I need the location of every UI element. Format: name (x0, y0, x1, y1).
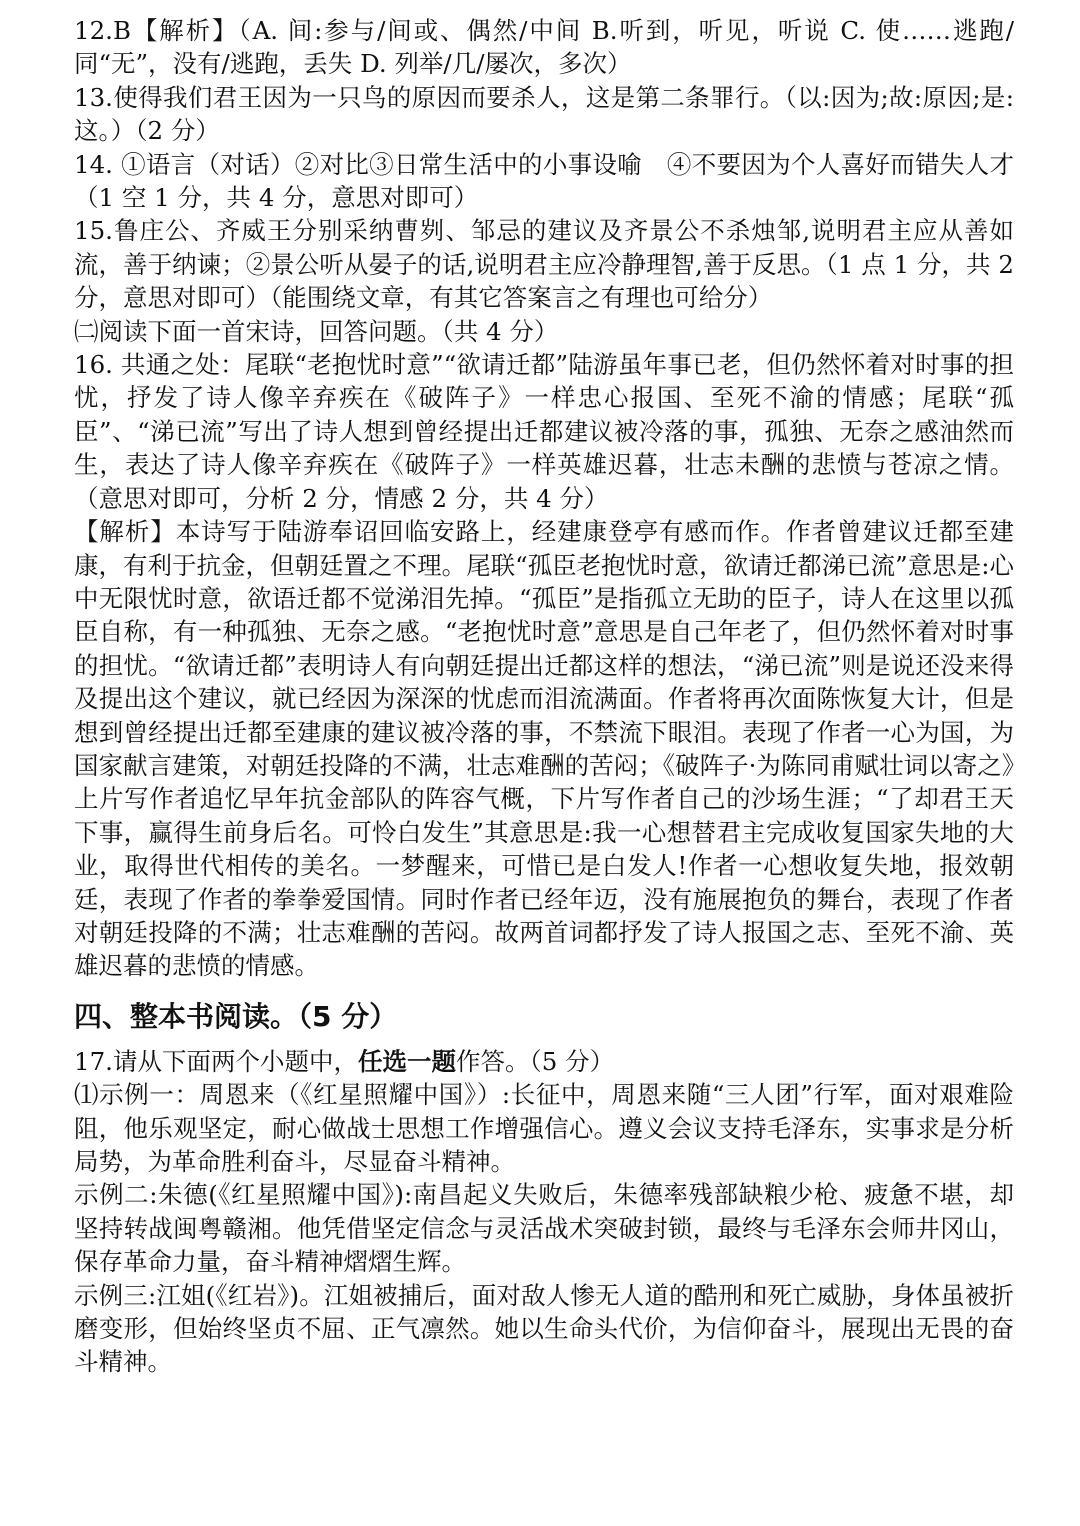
answer-page (74, 14, 1014, 1379)
poem-section-title: ㈡阅读下面一首宋诗，回答问题。（共 4 分） (74, 316, 559, 346)
example-1: ⑴示例一：周恩来（《红星照耀中国》）:长征中，周恩来随“三人团”行军，面对艰难险阻，他乐观坚定，耐心做战士思想工作增强信心。遵义会议支持毛泽东，实事求是分析局势，为革命胜利奋斗，尽显奋斗精神。 (74, 1080, 1014, 1176)
question-17-emphasis: 任选一题 (357, 1046, 456, 1076)
answer-15: 15.鲁庄公、齐威王分别采纳曹刿、邹忌的建议及齐景公不杀烛邹,说明君主应从善如流，善于纳谏；②景公听从晏子的话,说明君主应冷静理智,善于反思。（1 点 1 分，共 2 分，意思对即可）（能围绕文章，有其它答案言之有理也可给分） (74, 216, 1014, 313)
question-17-prefix: 17.请从下面两个小题中， (74, 1046, 358, 1076)
answer-14: 14. ①语言（对话）②对比③日常生活中的小事设喻 ④不要因为个人喜好而错失人才（1 空 1 分，共 4 分，意思对即可） (74, 149, 1014, 213)
section-heading-whole-book-reading: 四、整本书阅读。（5 分） (74, 999, 398, 1033)
answer-13: 13.使得我们君王因为一只鸟的原因而要杀人，这是第二条罪行。（以:因为;故:原因;是:这。）（2 分） (74, 82, 1014, 146)
answer-16: 16. 共通之处：尾联“老抱忧时意”“欲请迁都”陆游虽年事已老，但仍然怀着对时事的担忧，抒发了诗人像辛弃疾在《破阵子》一样忠心报国、至死不渝的情感；尾联“孤臣”、“涕已流”写出了诗人想到曾经提出迁都建议被冷落的事，孤独、无奈之感油然而生，表达了诗人像辛弃疾在《破阵子》一样英雄迟暮，壮志未酬的悲愤与苍凉之情。（意思对即可，分析 2 分，情感 2 分，共 4 分） (74, 350, 1014, 513)
question-17-suffix: 作答。（5 分） (455, 1046, 615, 1076)
answer-12: 12.B【解析】（A. 间:参与/间或、偶然/中间 B.听到，听见，听说 C. 使……逃跑/同“无”，没有/逃跑，丢失 D. 列举/几/屡次，多次） (74, 16, 1014, 79)
example-3: 示例三:江姐(《红岩》)。江姐被捕后，面对敌人惨无人道的酷刑和死亡威胁，身体虽被折磨变形，但始终坚贞不屈、正气凛然。她以生命头代价，为信仰奋斗，展现出无畏的奋斗精神。 (74, 1280, 1014, 1377)
analysis-16: 【解析】本诗写于陆游奉诏回临安路上，经建康登亭有感而作。作者曾建议迁都至建康，有利于抗金，但朝廷置之不理。尾联“孤臣老抱忧时意，欲请迁都涕已流”意思是:心中无限忧时意，欲语迁都不觉涕泪先掉。“孤臣”是指孤立无助的臣子，诗人在这里以孤臣自称，有一种孤独、无奈之感。“老抱忧时意”意思是自己年老了，但仍然怀着对时事的担忧。“欲请迁都”表明诗人有向朝廷提出迁都这样的想法，“涕已流”则是说还没来得及提出这个建议，就已经因为深深的忧虑而泪流满面。作者将再次面陈恢复大计，但是想到曾经提出迁都至建康的建议被冷落的事，不禁流下眼泪。表现了作者一心为国，为国家献言建策，对朝廷投降的不满，壮志难酬的苦闷；《破阵子·为陈同甫赋壮词以寄之》上片写作者追忆早年抗金部队的阵容气概，下片写作者自己的沙场生涯；“了却君王天下事，赢得生前身后名。可怜白发生”其意思是:我一心想替君主完成收复国家失地的大业，取得世代相传的美名。一梦醒来，可惜已是白发人!作者一心想收复失地，报效朝廷，表现了作者的拳拳爱国情。同时作者已经年迈，没有施展抱负的舞台，表现了作者对朝廷投降的不满；壮志难酬的苦闷。故两首词都抒发了诗人报国之志、至死不渝、英雄迟暮的悲愤的情感。 (74, 517, 1014, 981)
question-17 (74, 1045, 1014, 1078)
example-2: 示例二:朱德(《红星照耀中国》):南昌起义失败后，朱德率残部缺粮少枪、疲惫不堪，却坚持转战闽粤赣湘。他凭借坚定信念与灵活战术突破封锁，最终与毛泽东会师井冈山，保存革命力量，奋斗精神熠熠生辉。 (74, 1180, 1014, 1277)
